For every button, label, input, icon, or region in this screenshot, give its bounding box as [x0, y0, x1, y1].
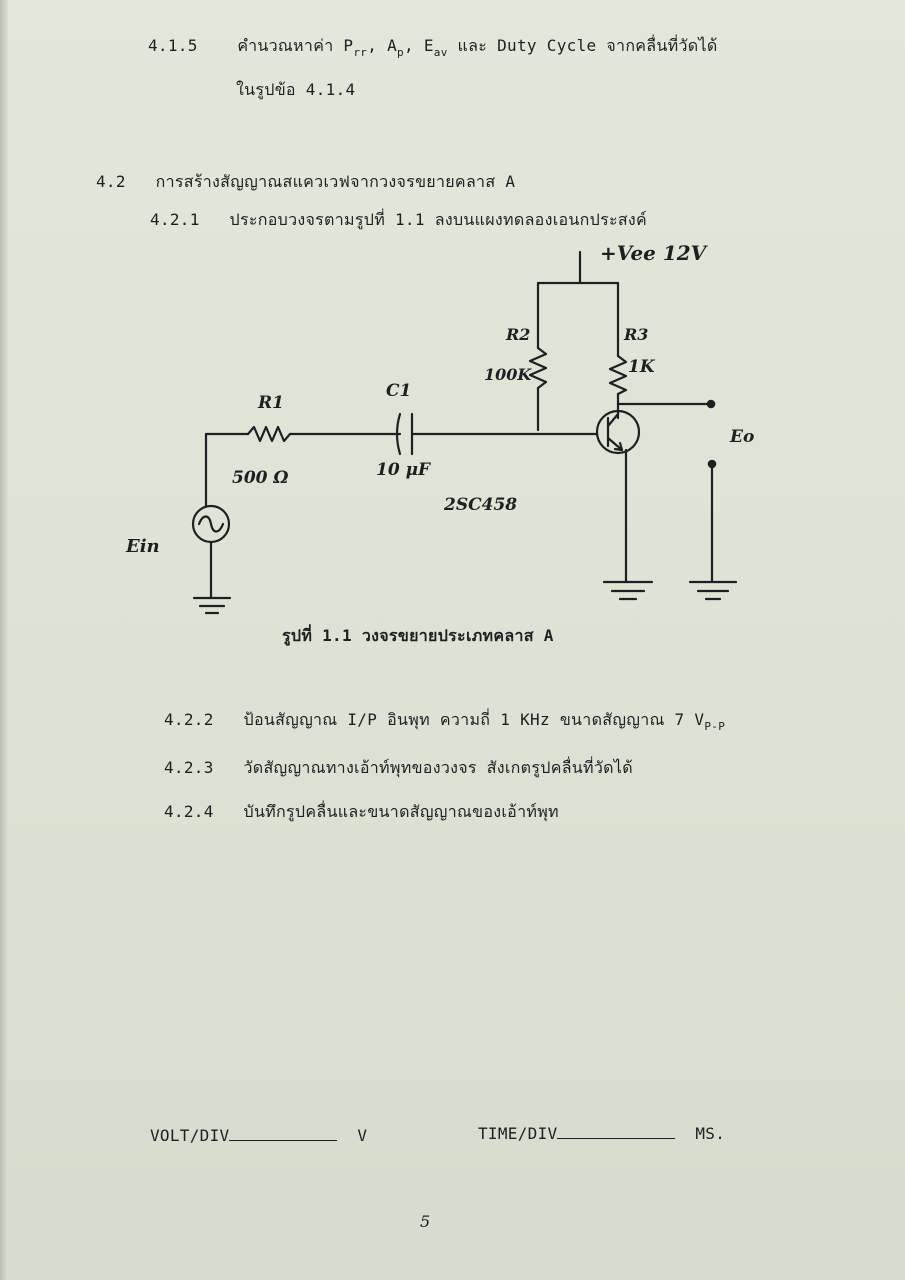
volt-div-unit: V	[357, 1126, 368, 1145]
time-div-label: TIME/DIV	[478, 1124, 558, 1143]
step-number: 4.2.1	[150, 210, 200, 229]
step-text: ประกอบวงจรตามรูปที่ 1.1 ลงบนแผงทดลองเอนกประสงค์	[229, 210, 648, 229]
page-edge-shadow	[0, 0, 8, 1280]
time-div-unit: MS.	[695, 1124, 726, 1143]
step-text: ป้อนสัญญาณ I/P อินพุท ความถี่ 1 KHz ขนาดสัญญาณ 7 V	[243, 710, 705, 729]
section-number: 4.2	[96, 172, 126, 191]
eo-label: Eo	[730, 427, 755, 447]
r3-resistor-symbol	[610, 356, 626, 394]
ein-label: Ein	[126, 536, 160, 557]
output-terminal-top	[708, 401, 714, 407]
step-text-part: , A	[367, 36, 398, 55]
time-div-blank	[557, 1124, 675, 1139]
transistor-label: 2SC458	[444, 495, 518, 515]
r2-label: R2	[506, 325, 531, 344]
step-number: 4.2.4	[164, 802, 214, 821]
step-number: 4.2.3	[164, 758, 214, 777]
subscript: P-P	[704, 720, 726, 733]
volt-div-label: VOLT/DIV	[150, 1126, 230, 1145]
r2-resistor-symbol	[530, 348, 546, 388]
r2-value-label: 100K	[484, 365, 532, 384]
c1-label: C1	[386, 381, 412, 401]
time-div-field	[478, 1124, 725, 1143]
step-number: 4.1.5	[148, 36, 198, 55]
step-4-1-5	[148, 34, 718, 59]
page-number: 5	[420, 1212, 431, 1231]
transistor-collector-lead	[608, 414, 618, 426]
volt-div-field	[150, 1126, 367, 1145]
r3-value-label: 1K	[628, 357, 655, 377]
figure-caption: รูปที่ 1.1 วงจรขยายประเภทคลาส A	[282, 626, 554, 645]
r1-resistor-symbol	[248, 427, 290, 441]
step-4-2-3	[164, 756, 633, 781]
step-text-part: และ Duty Cycle จากคลื่นที่วัดได้	[447, 36, 718, 55]
step-4-1-5-continuation: ในรูปข้อ 4.1.4	[236, 80, 356, 99]
subscript: rr	[353, 46, 368, 59]
output-terminal-bottom	[709, 461, 715, 467]
step-4-2-4	[164, 800, 559, 825]
r3-label: R3	[624, 325, 649, 344]
r1-value-label: 500 Ω	[232, 468, 289, 488]
step-text-part: คำนวณหาค่า P	[237, 36, 354, 55]
volt-div-blank	[229, 1126, 337, 1141]
ac-sine-icon	[199, 517, 223, 532]
section-title: การสร้างสัญญาณสแควเวฟจากวงจรขยายคลาส A	[155, 172, 516, 191]
r1-label: R1	[258, 393, 284, 413]
step-text: วัดสัญญาณทางเอ้าท์พุทของวงจร สังเกตรูปคลื่นที่วัดได้	[243, 758, 633, 777]
step-4-2-2	[164, 708, 725, 733]
vcc-label: +Vee 12V	[600, 241, 707, 265]
subscript: p	[397, 46, 404, 59]
c1-value-label: 10 μF	[376, 460, 431, 480]
step-text-part: , E	[403, 36, 434, 55]
step-text: บันทึกรูปคลื่นและขนาดสัญญาณของเอ้าท์พุท	[243, 802, 559, 821]
section-4-2-heading	[96, 170, 515, 195]
class-a-amplifier-circuit	[0, 230, 905, 630]
step-number: 4.2.2	[164, 710, 214, 729]
subscript: av	[433, 46, 448, 59]
